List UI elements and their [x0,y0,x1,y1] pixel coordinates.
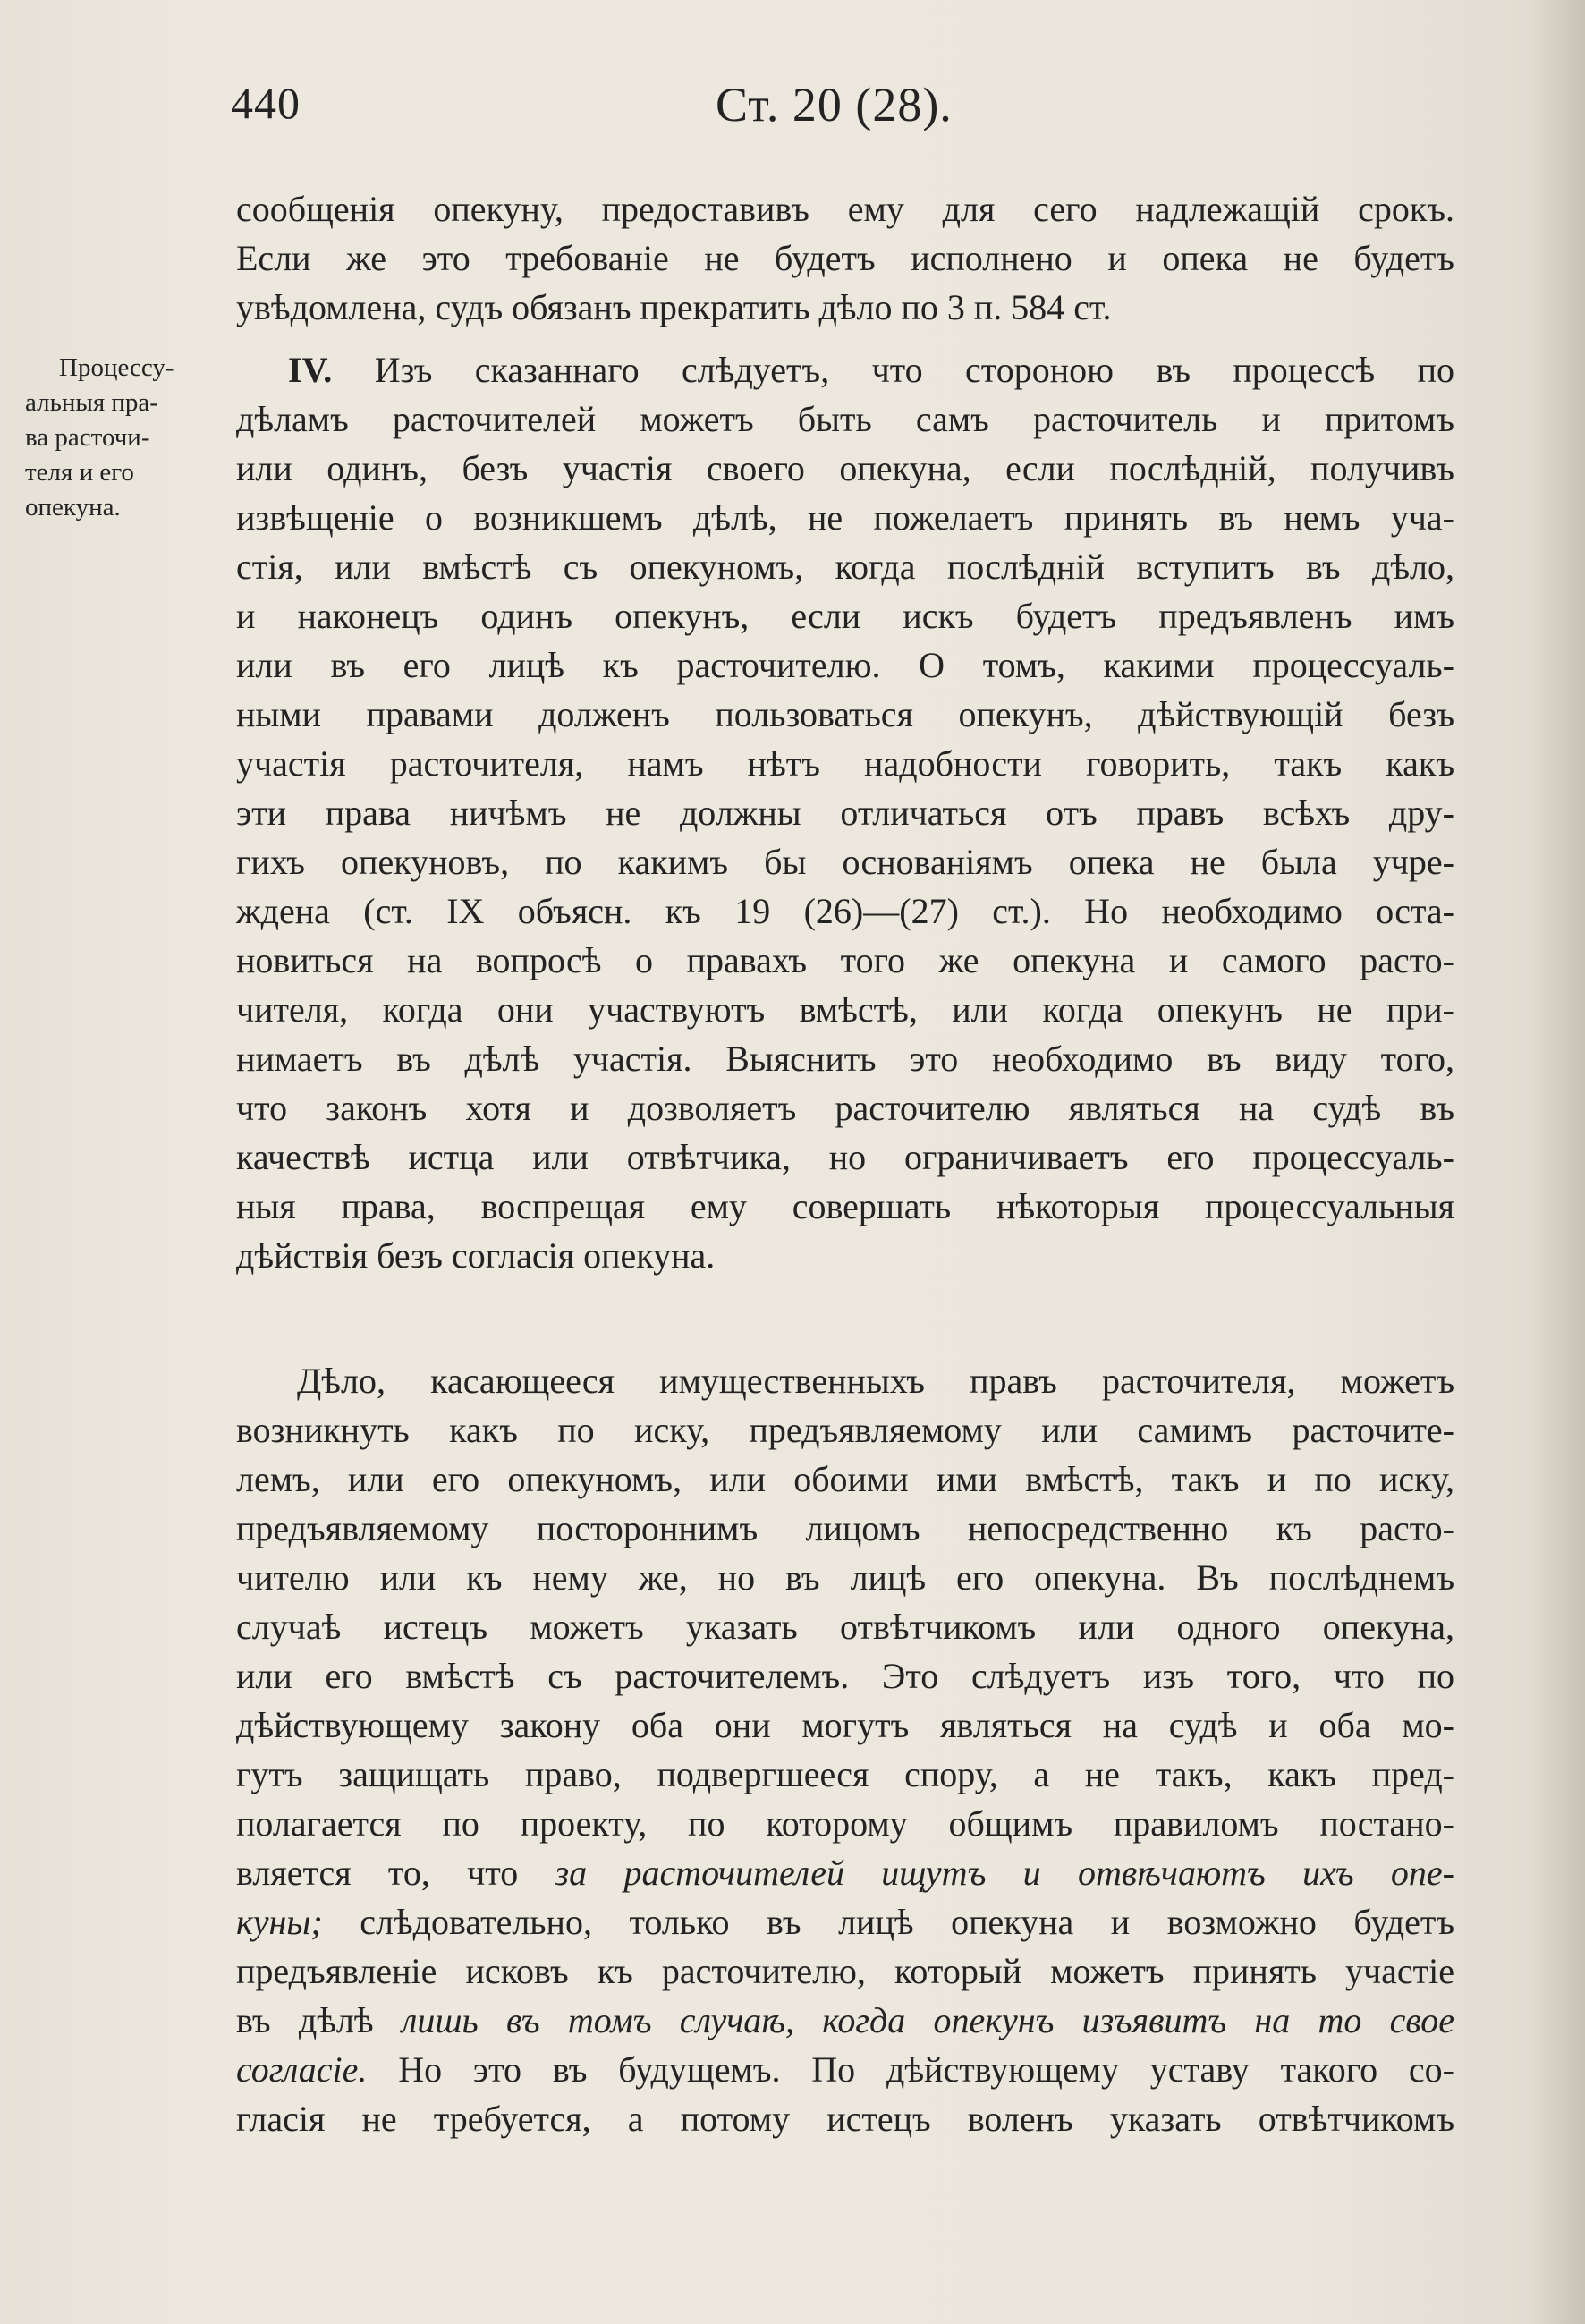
text-line: извѣщеніе о возникшемъ дѣлѣ, не пожелаетъ принять въ немъ уча- [236,497,1454,538]
text-line: и наконецъ одинъ опекунъ, если искъ будетъ предъявленъ имъ [236,596,1454,636]
text-line: новиться на вопросѣ о правахъ того же опекуна и самого расто- [236,940,1454,980]
paragraph-iv [236,345,1454,1280]
text-line: возникнуть какъ по иску, предъявляемому или самимъ расточите- [236,1410,1454,1450]
text-line: что законъ хотя и дозволяетъ расточителю являться на судѣ въ [236,1088,1454,1128]
text-line: случаѣ истецъ можетъ указать отвѣтчикомъ или одного опекуна, [236,1607,1454,1647]
italic-fragment: куны; [236,1902,323,1942]
text-line: или въ его лицѣ къ расточителю. О томъ, какими процессуаль- [236,645,1454,685]
text-line [236,1996,1454,2045]
margin-note [25,351,220,525]
text-line [236,345,1454,394]
text-line: дѣламъ расточителей можетъ быть самъ расточитель и притомъ [236,399,1454,439]
text-line: чителю или къ нему же, но въ лицѣ его опекуна. Въ послѣднемъ [236,1557,1454,1598]
italic-fragment: за расточителей ищутъ и отвѣчаютъ ихъ опе- [555,1853,1454,1893]
text-line: сообщенія опекуну, предоставивъ ему для сего надлежащій срокъ. [236,189,1454,229]
text-line: дѣйствія безъ согласія опекуна. [236,1235,716,1276]
running-head: Ст. 20 (28). [716,78,953,131]
text-line: эти права ничѣмъ не должны отличаться отъ правъ всѣхъ дру- [236,793,1454,833]
text-line: дѣйствующему закону оба они могутъ являться на судѣ и оба мо- [236,1705,1454,1745]
text-line: гласія не требуется, а потому истецъ воленъ указать отвѣтчикомъ [236,2099,1454,2139]
margin-note-line: ва расточи- [25,423,150,452]
text-line: или его вмѣстѣ съ расточителемъ. Это слѣдуетъ изъ того, что по [236,1656,1454,1696]
text-line: предъявленіе исковъ къ расточителю, который можетъ принять участіе [236,1951,1454,1991]
text-line: предъявляемому постороннимъ лицомъ непосредственно къ расто- [236,1508,1454,1548]
text-line: увѣдомлена, судъ обязанъ прекратить дѣло по 3 п. 584 ст. [236,287,1112,327]
text-line: лемъ, или его опекуномъ, или обоими ими вмѣстѣ, такъ и по иску, [236,1459,1454,1499]
text-line: полагается по проекту, по которому общимъ правиломъ постано- [236,1803,1454,1844]
text-line: Дѣло, касающееся имущественныхъ правъ расточителя, можетъ [297,1361,1454,1401]
text-line: или одинъ, безъ участія своего опекуна, если послѣдній, получивъ [236,448,1454,488]
text-line: ныя права, воспрещая ему совершать нѣкоторыя процессуальныя [236,1186,1454,1226]
text-fragment: слѣдовательно, только въ лицѣ опекуна и возможно будетъ [322,1902,1454,1942]
text-line: ными правами долженъ пользоваться опекунъ, дѣйствующій безъ [236,694,1454,734]
text-fragment: въ дѣлѣ [236,2000,402,2040]
text-line: гутъ защищать право, подвергшееся спору, а не такъ, какъ пред- [236,1754,1454,1794]
paragraph-continuation [236,184,1454,332]
text-line: качествѣ истца или отвѣтчика, но ограничиваетъ его процессуаль- [236,1137,1454,1177]
text-line: нимаетъ въ дѣлѣ участія. Выяснить это необходимо въ виду того, [236,1039,1454,1079]
text-line [236,2045,1454,2094]
text-line: чителя, когда они участвуютъ вмѣстѣ, или когда опекунъ не при- [236,989,1454,1030]
text-line: гихъ опекуновъ, по какимъ бы основаніямъ опека не была учре- [236,842,1454,882]
margin-note-line: альныя пра- [25,388,158,417]
text-line: ждена (ст. IX объясн. къ 19 (26)—(27) ст.). Но необходимо оста- [236,891,1454,931]
section-numeral: IV. [288,350,333,390]
text-fragment: Изъ сказаннаго слѣдуетъ, что стороною въ процессѣ по [374,350,1454,390]
text-fragment: вляется то, что [236,1853,555,1893]
page-number: 440 [231,78,301,128]
text-line [236,1848,1454,1897]
text-line [236,1897,1454,1947]
page-edge-shadow [1531,0,1585,2324]
text-fragment: Но это въ будущемъ. По дѣйствующему уставу такого со- [367,2049,1454,2090]
text-line: участія расточителя, намъ нѣтъ надобности говорить, такъ какъ [236,743,1454,784]
margin-note-line: Процессу- [59,353,174,382]
text-line: стія, или вмѣстѣ съ опекуномъ, когда послѣдній вступитъ въ дѣло, [236,547,1454,587]
paragraph-delo [236,1356,1454,2143]
text-line: Если же это требованіе не будетъ исполнено и опека не будетъ [236,238,1454,278]
margin-note-line: опекуна. [25,493,121,522]
italic-fragment: согласіе. [236,2049,368,2090]
italic-fragment: лишь въ томъ случаѣ, когда опекунъ изъявитъ на то свое [401,2000,1454,2040]
margin-note-line: теля и его [25,458,134,487]
